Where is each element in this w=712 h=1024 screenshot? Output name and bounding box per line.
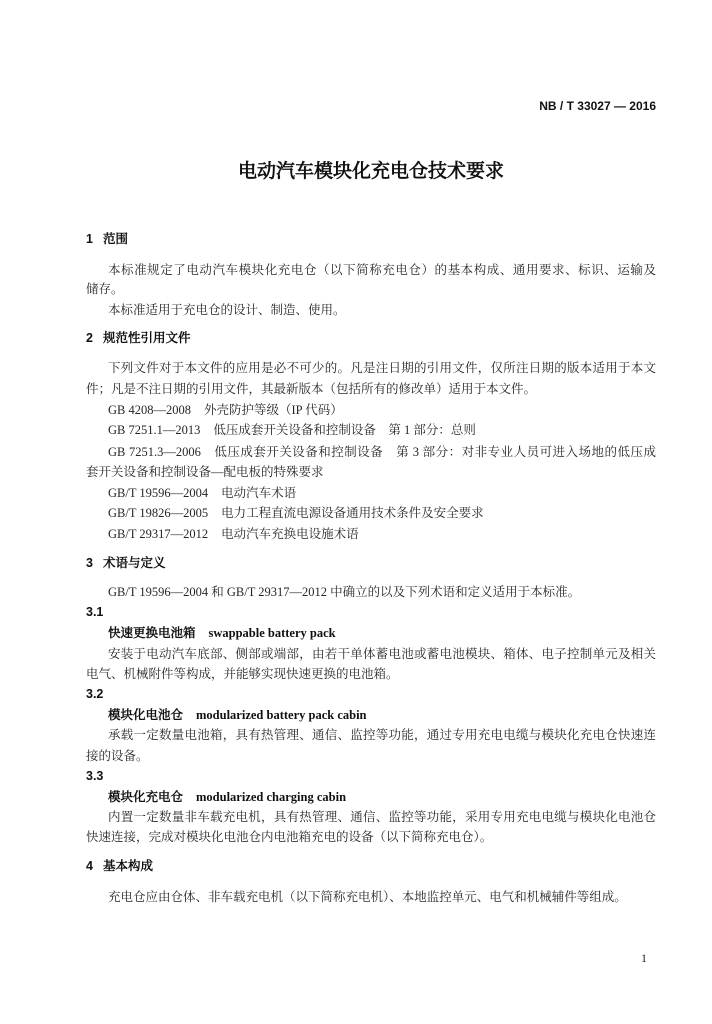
definition-line: 内置一定数量非车载充电机，具有热管理、通信、监控等功能，采用专用充电电缆与模块化电池仓 <box>108 810 656 824</box>
reference-title: 低压成套开关设备和控制设备 第 1 部分：总则 <box>213 423 476 437</box>
paragraph-line: 本标准规定了电动汽车模块化充电仓（以下简称充电仓）的基本构成、通用要求、标识、运输及 <box>108 263 656 277</box>
section-title: 基本构成 <box>102 859 153 873</box>
term-chinese: 快速更换电池箱 <box>108 626 196 640</box>
section-number: 2 <box>86 331 93 345</box>
term-english: modularized battery pack cabin <box>196 708 367 722</box>
reference-title: 低压成套开关设备和控制设备 第 3 部分：对非专业人员可进入场地的低压成 <box>213 445 656 459</box>
definition-line: 安装于电动汽车底部、侧部或端部，由若干单体蓄电池或蓄电池模块、箱体、电子控制单元及相关 <box>108 647 656 661</box>
paragraph-line: 本标准适用于充电仓的设计、制造、使用。 <box>108 303 346 317</box>
term-chinese: 模块化电池仓 <box>108 708 184 722</box>
reference-title: 电动汽车术语 <box>221 486 297 500</box>
section-number: 1 <box>86 232 93 246</box>
paragraph-line: 下列文件对于本文件的应用是必不可少的。凡是注日期的引用文件，仅所注日期的版本适用于本文 <box>108 361 656 375</box>
page-number: 1 <box>641 951 647 965</box>
reference-title: 电力工程直流电源设备通用技术条件及安全要求 <box>221 506 484 520</box>
reference-code: GB/T 19826—2005 <box>108 506 209 520</box>
reference-title: 外壳防护等级（IP 代码） <box>204 403 343 417</box>
reference-item <box>108 505 484 521</box>
paragraph-line: 储存。 <box>86 282 124 296</box>
section-heading-1 <box>86 231 128 247</box>
paragraph-line: GB/T 19596—2004 和 GB/T 29317—2012 中确立的以及下列术语和定义适用于本标准。 <box>108 585 581 599</box>
reference-title-continuation: 套开关设备和控制设备—配电板的特殊要求 <box>86 465 324 479</box>
clause-number: 3.1 <box>86 605 104 619</box>
clause-number: 3.3 <box>86 769 104 783</box>
clause-number: 3.2 <box>86 687 104 701</box>
standard-number: NB / T 33027 — 2016 <box>539 99 656 113</box>
definition-line: 接的设备。 <box>86 749 149 763</box>
paragraph-line: 件；凡是不注日期的引用文件，其最新版本（包括所有的修改单）适用于本文件。 <box>86 382 537 396</box>
reference-item <box>108 485 296 501</box>
term-english: swappable battery pack <box>208 626 336 640</box>
section-title: 规范性引用文件 <box>102 331 191 345</box>
reference-code: GB/T 29317—2012 <box>108 527 209 541</box>
definition-line: 电气、机械附件等构成，并能够实现快速更换的电池箱。 <box>86 667 399 681</box>
definition-line: 快速连接，完成对模块化电池仓内电池箱充电的设备（以下简称充电仓）。 <box>86 830 493 844</box>
term-entry <box>108 707 367 723</box>
section-heading-4 <box>86 858 153 874</box>
term-entry <box>108 789 346 805</box>
term-english: modularized charging cabin <box>196 790 347 804</box>
section-title: 范围 <box>102 232 128 246</box>
section-heading-2 <box>86 330 190 346</box>
reference-title: 电动汽车充换电设施术语 <box>221 527 359 541</box>
document-title: 电动汽车模块化充电仓技术要求 <box>237 161 504 182</box>
reference-code: GB/T 19596—2004 <box>108 486 209 500</box>
section-heading-3 <box>86 555 165 571</box>
term-chinese: 模块化充电仓 <box>108 790 184 804</box>
section-number: 3 <box>86 556 93 570</box>
definition-line: 承载一定数量电池箱，具有热管理、通信、监控等功能，通过专用充电电缆与模块化充电仓快速连 <box>108 728 656 742</box>
reference-item <box>108 422 476 438</box>
term-entry <box>108 625 336 641</box>
section-title: 术语与定义 <box>102 556 166 570</box>
reference-item <box>108 526 359 542</box>
reference-code: GB 4208—2008 <box>108 403 191 417</box>
reference-code: GB 7251.1—2013 <box>108 423 201 437</box>
reference-item <box>108 444 656 460</box>
paragraph-line: 充电仓应由仓体、非车载充电机（以下简称充电机）、本地监控单元、电气和机械辅件等组成。 <box>108 890 627 904</box>
reference-code: GB 7251.3—2006 <box>108 445 201 459</box>
reference-item <box>108 402 343 418</box>
section-number: 4 <box>86 859 93 873</box>
